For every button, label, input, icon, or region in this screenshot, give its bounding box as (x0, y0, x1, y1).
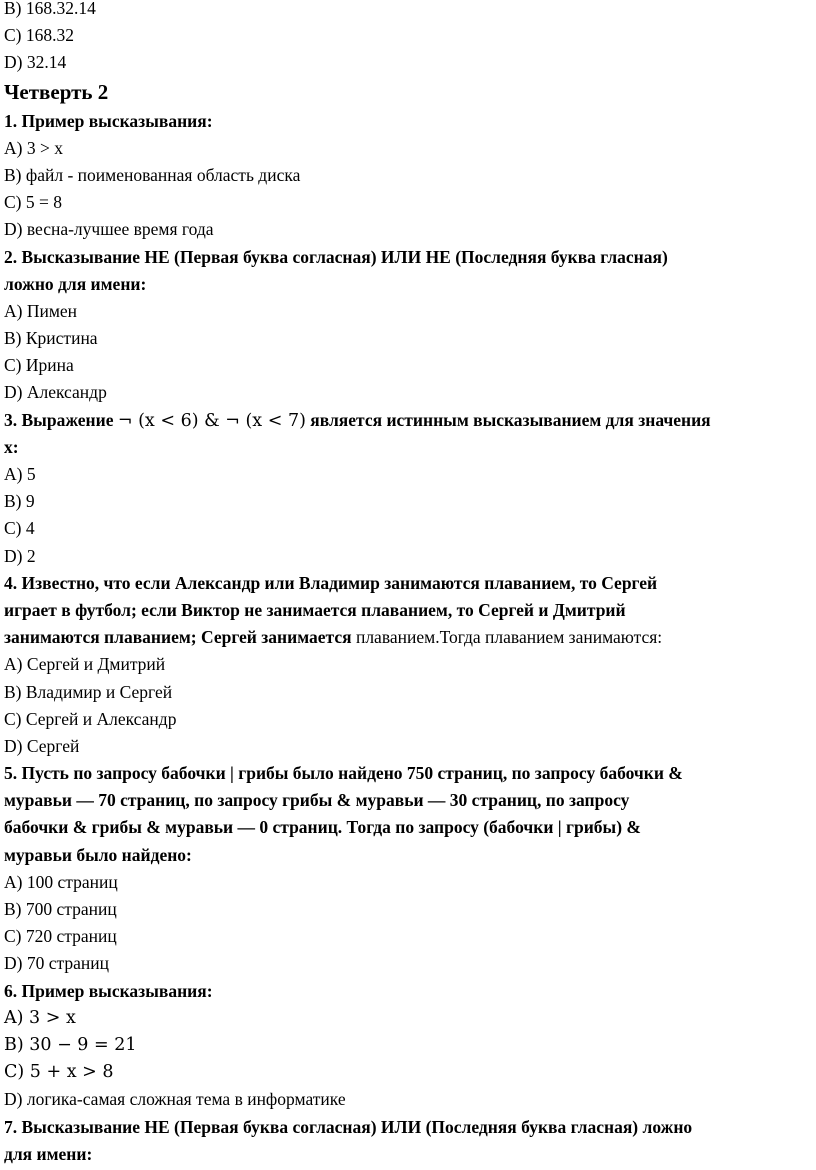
question-4-title-line-2: играет в футбол; если Виктор не занимается плаванием, то Сергей и Дмитрий (4, 599, 626, 620)
question-5-title-line-1: 5. Пусть по запросу бабочки | грибы было найдено 750 страниц, по запросу бабочки & (4, 763, 683, 784)
question-5-option-b: B) 700 страниц (4, 899, 117, 919)
question-4-option-a: A) Сергей и Дмитрий (4, 654, 166, 675)
question-5-option-a: A) 100 страниц (4, 871, 118, 892)
question-6-title: 6. Пример высказывания: (4, 980, 213, 1001)
question-1-title: 1. Пример высказывания: (4, 110, 213, 131)
question-4-title-bold: занимаются плаванием; Сергей занимается (4, 627, 352, 648)
question-6-option-a: A) 3 > x (4, 1007, 76, 1028)
question-2-option-c: C) Ирина (4, 355, 74, 376)
question-6-option-c: C) 5 + x > 8 (4, 1062, 114, 1083)
question-3-option-b: B) 9 (4, 491, 35, 512)
question-3-prefix: 3. Выражение (4, 409, 114, 430)
question-7-title-line-1: 7. Высказывание НЕ (Первая буква согласная) ИЛИ (Последняя буква гласная) ложно (4, 1116, 693, 1137)
question-3-suffix: является истинным высказыванием для значения (310, 409, 711, 430)
question-7-title-line-2: для имени: (4, 1143, 93, 1164)
question-3-title-line-1 (4, 407, 816, 434)
question-4-title-normal: плаванием.Тогда плаванием занимаются: (355, 627, 663, 648)
question-5-option-d: D) 70 страниц (4, 953, 109, 974)
question-2-title-line-2: ложно для имени: (4, 273, 147, 294)
question-1-option-b: B) файл - поименованная область диска (4, 164, 301, 185)
answer-option-d: D) 32.14 (4, 52, 67, 73)
question-2-option-b: B) Кристина (4, 328, 98, 349)
question-4-option-b: B) Владимир и Сергей (4, 681, 173, 702)
question-3-option-c: C) 4 (4, 518, 35, 539)
question-4-title-line-1: 4. Известно, что если Александр или Владимир занимаются плаванием, то Сергей (4, 572, 658, 593)
question-2-option-d: D) Александр (4, 382, 107, 403)
question-4-option-d: D) Сергей (4, 735, 80, 756)
section-title: Четверть 2 (4, 79, 109, 104)
question-4-title-line-3 (4, 624, 816, 651)
question-5-option-c: C) 720 страниц (4, 926, 117, 947)
answer-option-b: B) 168.32.14 (4, 0, 96, 18)
question-4-option-c: C) Сергей и Александр (4, 708, 177, 729)
question-5-title-line-3: бабочки & грибы & муравьи — 0 страниц. Тогда по запросу (бабочки | грибы) & (4, 817, 641, 838)
question-2-option-a: A) Пимен (4, 300, 78, 321)
answer-option-c: C) 168.32 (4, 25, 74, 46)
question-3-expression: ¬ (x < 6) & ¬ (x < 7) (117, 410, 306, 431)
question-3-option-d: D) 2 (4, 545, 36, 566)
question-2-title-line-1: 2. Высказывание НЕ (Первая буква согласная) ИЛИ НЕ (Последняя буква гласная) (4, 246, 668, 267)
question-5-title-line-4: муравьи было найдено: (4, 844, 192, 865)
question-3-title-line-2: x: (4, 436, 19, 457)
question-6-option-d: D) логика-самая сложная тема в информатике (4, 1089, 346, 1110)
question-3-option-a: A) 5 (4, 464, 36, 484)
question-6-option-b: B) 30 − 9 = 21 (4, 1034, 137, 1055)
question-1-option-a: A) 3 > x (4, 137, 63, 158)
question-5-title-line-2: муравьи — 70 страниц, по запросу грибы & муравьи — 30 страниц, по запросу (4, 790, 630, 811)
question-1-option-c: C) 5 = 8 (4, 192, 62, 213)
question-1-option-d: D) весна-лучшее время года (4, 219, 214, 240)
